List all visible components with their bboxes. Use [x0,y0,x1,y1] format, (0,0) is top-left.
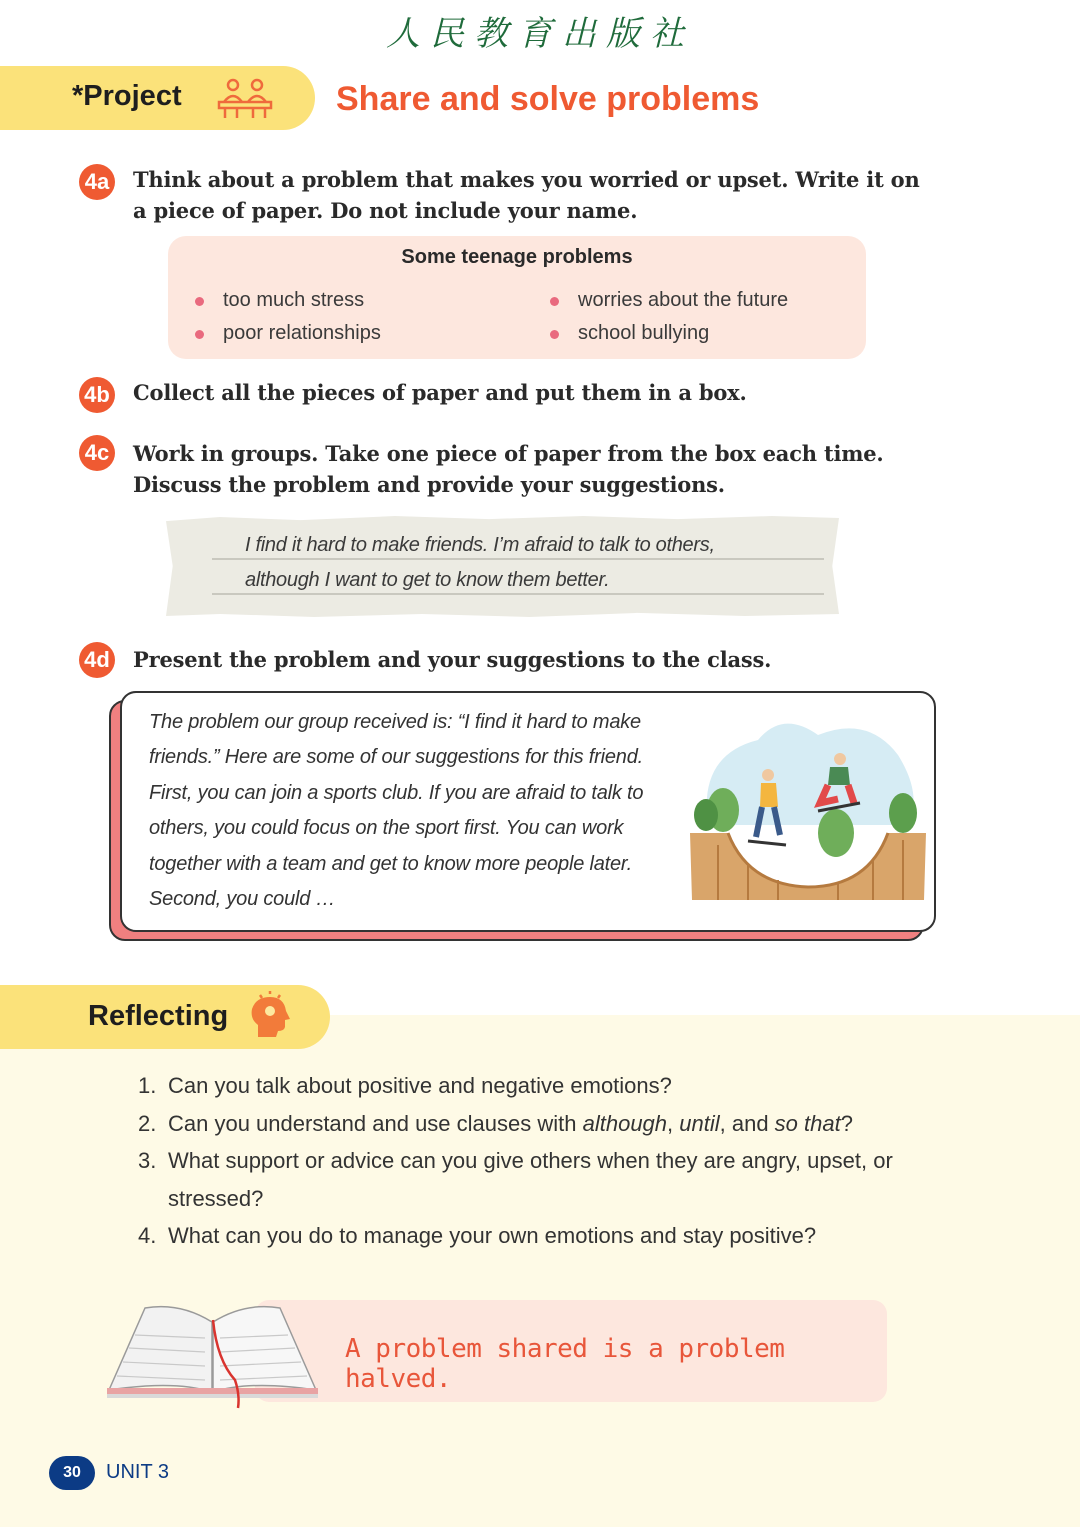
proverb-box [255,1300,887,1402]
task-badge-4b: 4b [79,377,115,413]
task-text-4a: Think about a problem that makes you worried or upset. Write it on a piece of paper. Do not include your name. [133,167,920,223]
problem-note-paper [166,515,839,617]
thinking-head-icon [248,991,292,1041]
note-rule [212,558,824,560]
page-number: 30 [49,1456,95,1490]
problem-item: worries about the future [578,289,788,312]
task-badge-4d: 4d [79,642,115,678]
bullet-icon [195,297,204,306]
note-rule [212,593,824,595]
presentation-box [120,691,936,932]
group-discussion-icon [215,76,275,120]
problem-item: school bullying [578,322,709,345]
project-tab [0,66,315,130]
reflecting-tab [0,985,330,1049]
publisher-logo: 人民教育出版社 [386,14,694,54]
task-badge-4c: 4c [79,435,115,471]
project-label: *Project [72,80,182,112]
teenage-problems-box [168,236,866,359]
task-text-4c: Work in groups. Take one piece of paper from the box each time. Discuss the problem and provide your suggestions. [133,441,884,497]
problems-title: Some teenage problems [401,246,633,268]
task-text-4b: Collect all the pieces of paper and put them in a box. [133,380,747,405]
skateboarding-illustration [688,715,928,905]
problem-item: poor relationships [223,322,381,345]
bullet-icon [550,297,559,306]
bullet-icon [195,330,204,339]
note-line-2: although I want to get to know them better. [245,569,610,591]
open-book-icon [105,1300,320,1410]
section-title: Share and solve problems [336,80,760,118]
problem-item: too much stress [223,289,364,312]
proverb-text: A problem shared is a problem halved. [345,1334,785,1394]
presentation-text: The problem our group received is: “I find it hard to make friends.” Here are some of our suggestions for this friend. First, you can join a sports club. If you are afraid to talk to others, you could focus on the sport first. You can work together with a team and get to know more people later. Second, you could … [149,711,644,911]
task-badge-4a: 4a [79,164,115,200]
reflecting-label: Reflecting [88,1000,229,1032]
bullet-icon [550,330,559,339]
task-text-4d: Present the problem and your suggestions to the class. [133,647,772,672]
unit-label: UNIT 3 [106,1461,169,1483]
note-line-1: I find it hard to make friends. I’m afraid to talk to others, [245,534,715,556]
